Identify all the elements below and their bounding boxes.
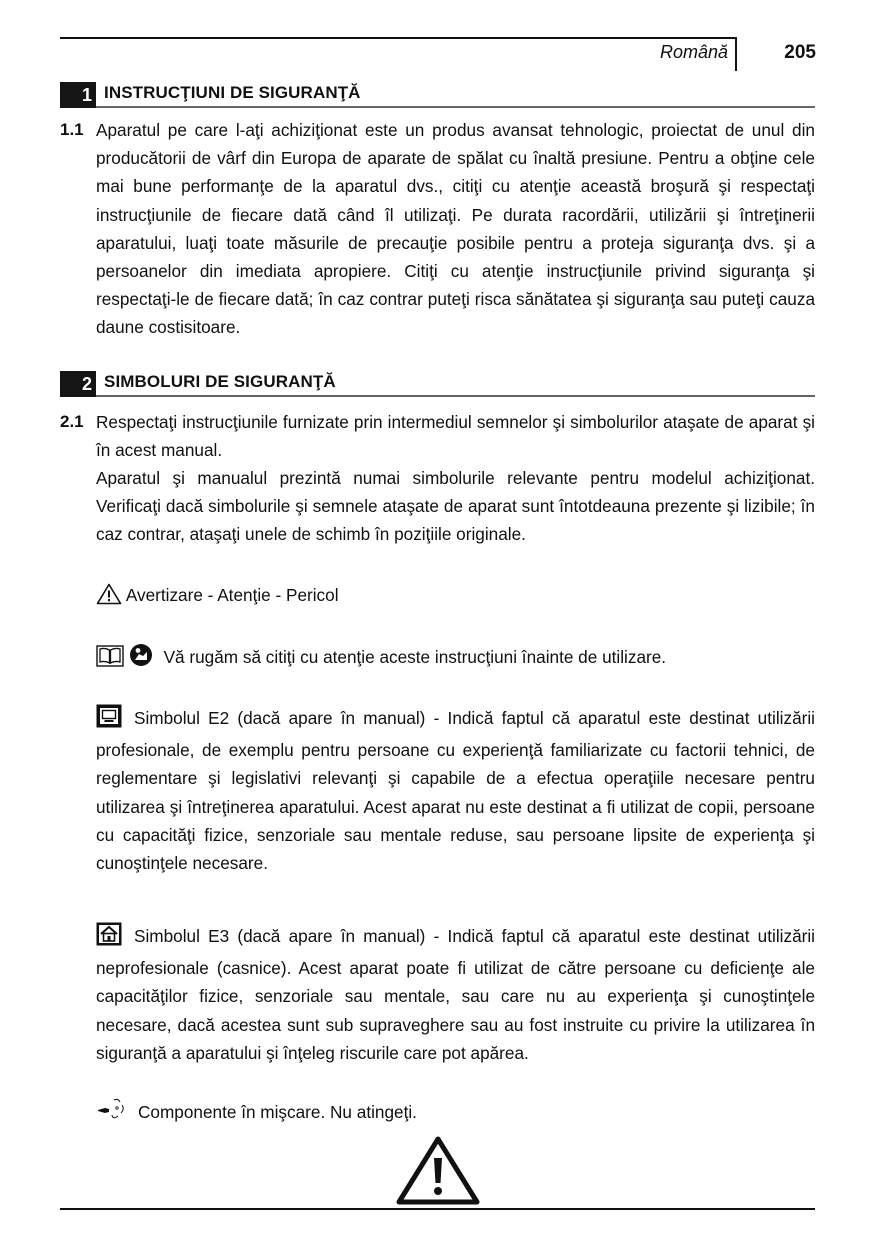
large-warning-triangle-icon [396,1136,480,1211]
section-title: SIMBOLURI DE SIGURANŢĂ [104,372,336,391]
header-rule [60,37,737,39]
header-divider [735,37,737,71]
read-instructions-icon [129,643,153,675]
paragraph-1-1: Aparatul pe care l-aţi achiziţionat este un produs avansat tehnologic, proiectat de unul din producătorii de vârf din Europa de aparate de spălat cu înaltă presiune. Pentru a obţine cele mai bune performanţe de la aparatul dvs., citiţi cu atenţie această broşură şi respectaţi instrucţiunile de fiecare dată când îl utilizaţi. Pe durata racordării, utilizării şi întreţinerii aparatului, luaţi toate măsurile de precauţie posibile pentru a proteja siguranţa dvs. şi a persoanelor din imediata apropiere. Citiţi cu atenţie instrucţiunile privind siguranţa şi respectaţi-le de fiecare dată; în caz contrar puteţi risca sănătatea şi siguranţa sau puteţi cauza daune costisitoare. [96,120,815,338]
symbol-e3-block [96,922,815,1067]
symbol-e2-text: Simbolul E2 (dacă apare în manual) - Indică faptul că aparatul este destinat utilizării profesionale, de exemplu pentru persoane cu experienţă familiarizate cu factorii tehnici, de reglementare şi legislativi relevanţi şi capabile de a efectua operaţiile necesare pentru utilizarea şi întreţinerea aparatului. Acest aparat nu este destinat a fi utilizat de copii, persoane cu capacităţi fizice, senzoriale sau mentale reduse, sau persoane lipsite de experienţa şi cunoştinţele necesare. [96,708,815,874]
moving-parts-icon [96,1096,126,1130]
section-number: 2 [60,371,96,397]
symbol-moving-parts-line [96,1096,815,1130]
section-title: INSTRUCŢIUNI DE SIGURANŢĂ [104,83,361,102]
home-use-icon [96,922,122,954]
book-icon [96,645,124,675]
symbol-read-manual-line [96,643,815,675]
paragraph-2-1a: Respectaţi instrucţiunile furnizate prin intermediul semnelor şi simbolurilor ataşate de aparat şi în acest manual. [96,412,815,461]
symbol-warning-line [96,581,815,613]
section-number: 1 [60,82,96,108]
section-1-heading [60,82,815,108]
footer-rule [60,1208,815,1210]
paragraph-2-1b: Aparatul şi manualul prezintă numai simbolurile relevante pentru modelul achiziţionat. Verificaţi dacă simbolurile şi semnele ataşate de aparat sunt întotdeauna prezente şi lizibile; în caz contrar, ataşaţi unele de schimb în poziţiile originale. [96,468,815,545]
symbol-warning-text: Avertizare - Atenţie - Pericol [125,585,339,605]
paragraph-number: 1.1 [60,120,84,139]
section-2-heading [60,371,815,397]
professional-use-icon [96,704,122,736]
paragraph-number: 2.1 [60,412,84,431]
symbol-e2-block [96,704,815,877]
symbol-moving-parts-text: Componente în mişcare. Nu atingeţi. [138,1102,417,1122]
page-number: 205 [784,42,816,63]
warning-triangle-icon [96,583,122,613]
symbol-read-manual-text: Vă rugăm să citiţi cu atenţie aceste instrucţiuni înainte de utilizare. [163,647,667,667]
symbol-e3-text: Simbolul E3 (dacă apare în manual) - Indică faptul că aparatul este destinat utilizării neprofesionale (casnice). Acest aparat poate fi utilizat de către persoane cu deficienţe ale capacităţilor fizice, senzoriale sau mentale, sau care nu au experienţa şi cunoştinţele necesare, dacă acestea sunt sub supraveghere sau au fost instruite cu privire la utilizarea în siguranţă a aparatului şi înţeleg riscurile care pot apărea. [96,926,815,1063]
language-label: Română [659,42,728,62]
